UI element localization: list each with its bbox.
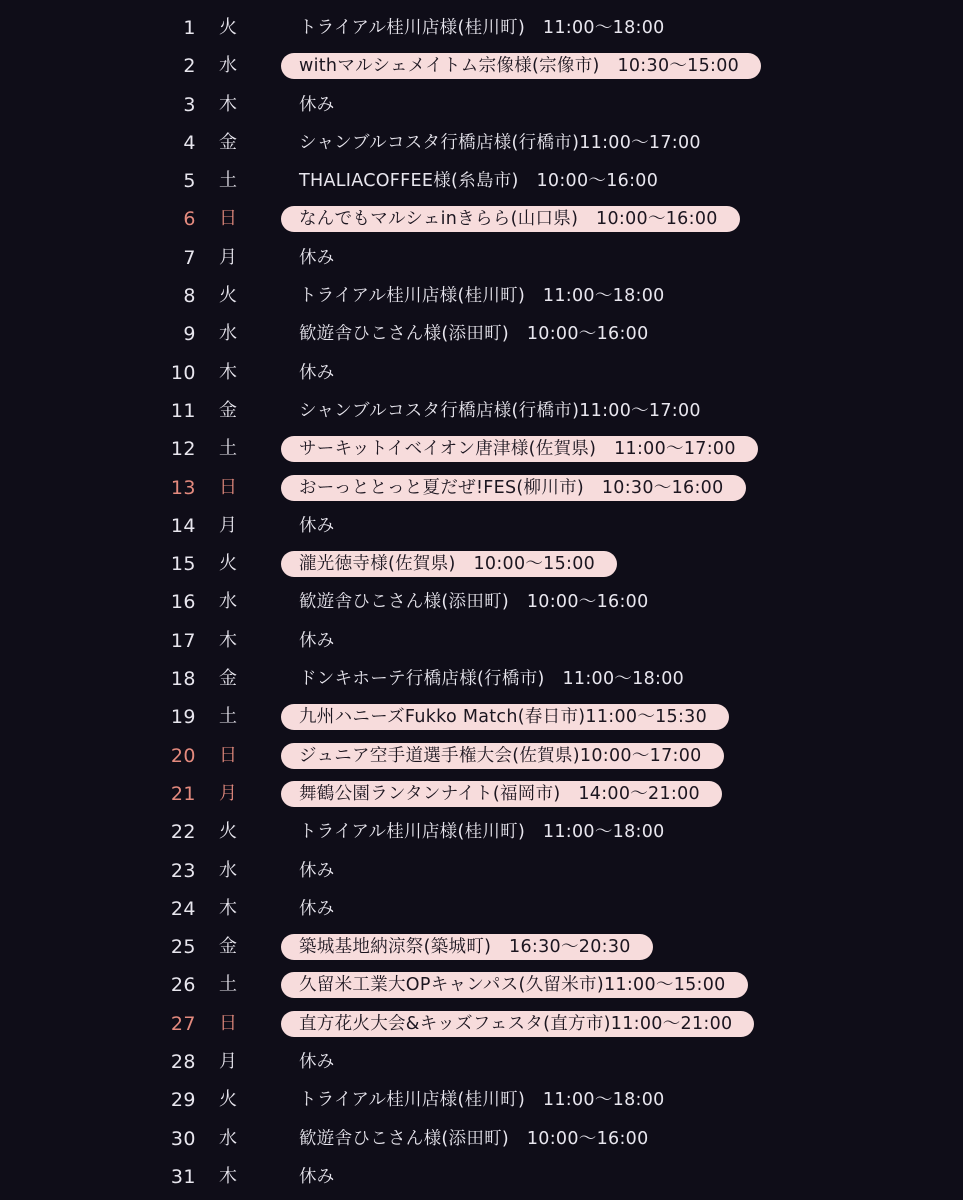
schedule-row: [0, 660, 963, 698]
event-label: トライアル桂川店様(桂川町) 11:00〜18:00: [299, 286, 665, 307]
event-label: THALIACOFFEE様(糸島市) 10:00〜16:00: [299, 171, 659, 192]
weekday-label: 火: [219, 17, 237, 38]
day-number: 10: [170, 361, 196, 384]
day-number: 25: [170, 936, 196, 959]
day-number: 22: [170, 821, 196, 844]
day-number: 6: [183, 208, 196, 231]
event-label-highlighted: 九州ハニーズFukko Match(春日市)11:00〜15:30: [281, 704, 729, 730]
day-number: 12: [170, 438, 196, 461]
event-label: ドンキホーテ行橋店様(行橋市) 11:00〜18:00: [299, 669, 685, 690]
event-label: 歓遊舎ひこさん様(添田町) 10:00〜16:00: [299, 1128, 649, 1149]
schedule-row: [0, 469, 963, 507]
schedule-row: [0, 737, 963, 775]
schedule-row: [0, 1120, 963, 1158]
event-label: 休み: [299, 362, 335, 383]
event-label: 休み: [299, 630, 335, 651]
weekday-label: 木: [219, 897, 237, 919]
event-label: 休み: [299, 1166, 335, 1187]
weekday-label: 日: [219, 1012, 237, 1034]
day-number: 16: [170, 591, 196, 614]
schedule-row: [0, 775, 963, 813]
event-label-highlighted: サーキットイベイオン唐津様(佐賀県) 11:00〜17:00: [281, 436, 758, 462]
weekday-label: 土: [219, 974, 237, 996]
schedule-row: [0, 1043, 963, 1081]
day-number: 21: [170, 782, 196, 805]
schedule-row: [0, 507, 963, 545]
event-label-highlighted: 舞鶴公園ランタンナイト(福岡市) 14:00〜21:00: [281, 781, 722, 807]
event-label: 休み: [299, 515, 335, 536]
day-number: 17: [170, 629, 196, 652]
event-label-highlighted: 直方花火大会&キッズフェスタ(直方市)11:00〜21:00: [281, 1011, 754, 1037]
day-number: 2: [183, 55, 196, 78]
event-label: 休み: [299, 1052, 335, 1073]
weekday-label: 水: [219, 323, 237, 345]
event-label: トライアル桂川店様(桂川町) 11:00〜18:00: [299, 822, 665, 843]
schedule-row: [0, 47, 963, 85]
event-label-highlighted: 築城基地納涼祭(築城町) 16:30〜20:30: [281, 934, 653, 960]
schedule-row: [0, 124, 963, 162]
weekday-label: 日: [219, 744, 237, 766]
weekday-label: 金: [219, 131, 237, 153]
day-number: 15: [170, 553, 196, 576]
schedule-row: [0, 545, 963, 583]
schedule-row: [0, 1005, 963, 1043]
event-label: トライアル桂川店様(桂川町) 11:00〜18:00: [299, 1090, 665, 1111]
weekday-label: 金: [219, 399, 237, 421]
day-number: 5: [183, 170, 196, 193]
day-number: 31: [170, 1165, 196, 1188]
day-number: 11: [170, 399, 196, 422]
event-label: 歓遊舎ひこさん様(添田町) 10:00〜16:00: [299, 592, 649, 613]
event-label-highlighted: withマルシェメイトム宗像様(宗像市) 10:30〜15:00: [281, 53, 761, 79]
schedule-row: [0, 852, 963, 890]
weekday-label: 土: [219, 438, 237, 460]
schedule-row: [0, 277, 963, 315]
day-number: 30: [170, 1127, 196, 1150]
schedule-row: [0, 9, 963, 47]
schedule-row: [0, 239, 963, 277]
weekday-label: 火: [219, 285, 237, 307]
day-number: 26: [170, 974, 196, 997]
event-label: 休み: [299, 860, 335, 881]
weekday-label: 月: [219, 246, 237, 268]
schedule-row: [0, 200, 963, 238]
weekday-label: 土: [219, 706, 237, 728]
day-number: 19: [170, 706, 196, 729]
weekday-label: 土: [219, 170, 237, 192]
schedule-row: [0, 315, 963, 353]
schedule-row: [0, 622, 963, 660]
event-label: シャンブルコスタ行橋店様(行橋市)11:00〜17:00: [299, 400, 701, 421]
day-number: 29: [170, 1089, 196, 1112]
schedule-row: [0, 966, 963, 1004]
schedule-row: [0, 162, 963, 200]
day-number: 14: [170, 514, 196, 537]
schedule-row: [0, 928, 963, 966]
day-number: 18: [170, 668, 196, 691]
weekday-label: 火: [219, 1089, 237, 1111]
day-number: 8: [183, 285, 196, 308]
weekday-label: 火: [219, 821, 237, 843]
day-number: 27: [170, 1012, 196, 1035]
schedule-row: [0, 890, 963, 928]
weekday-label: 金: [219, 668, 237, 690]
schedule-row: [0, 698, 963, 736]
day-number: 4: [183, 131, 196, 154]
event-label-highlighted: なんでもマルシェinきらら(山口県) 10:00〜16:00: [281, 206, 740, 232]
event-label-highlighted: 瀧光徳寺様(佐賀県) 10:00〜15:00: [281, 551, 617, 577]
weekday-label: 水: [219, 591, 237, 613]
day-number: 7: [183, 246, 196, 269]
event-label: 休み: [299, 898, 335, 919]
weekday-label: 木: [219, 1165, 237, 1187]
weekday-label: 水: [219, 1127, 237, 1149]
schedule-row: [0, 430, 963, 468]
event-label: トライアル桂川店様(桂川町) 11:00〜18:00: [299, 18, 665, 38]
event-label: 歓遊舎ひこさん様(添田町) 10:00〜16:00: [299, 324, 649, 345]
weekday-label: 月: [219, 782, 237, 804]
schedule-row: [0, 354, 963, 392]
weekday-label: 木: [219, 93, 237, 115]
weekday-label: 月: [219, 514, 237, 536]
schedule-list: [0, 9, 963, 1200]
schedule-row: [0, 583, 963, 621]
weekday-label: 木: [219, 361, 237, 383]
day-number: 3: [183, 93, 196, 116]
weekday-label: 月: [219, 1051, 237, 1073]
day-number: 23: [170, 859, 196, 882]
event-label-highlighted: 久留米工業大OPキャンパス(久留米市)11:00〜15:00: [281, 972, 748, 998]
day-number: 13: [170, 476, 196, 499]
event-label: 休み: [299, 94, 335, 115]
day-number: 28: [170, 1051, 196, 1074]
schedule-row: [0, 86, 963, 124]
day-number: 1: [183, 17, 196, 39]
weekday-label: 水: [219, 55, 237, 77]
day-number: 20: [170, 744, 196, 767]
weekday-label: 木: [219, 629, 237, 651]
event-label-highlighted: ジュニア空手道選手権大会(佐賀県)10:00〜17:00: [281, 743, 724, 769]
schedule-row: [0, 1081, 963, 1119]
schedule-row: [0, 392, 963, 430]
event-label: シャンブルコスタ行橋店様(行橋市)11:00〜17:00: [299, 132, 701, 153]
event-label: 休み: [299, 247, 335, 268]
day-number: 9: [183, 323, 196, 346]
weekday-label: 水: [219, 859, 237, 881]
weekday-label: 日: [219, 208, 237, 230]
schedule-row: [0, 813, 963, 851]
event-label-highlighted: おーっととっと夏だぜ!FES(柳川市) 10:30〜16:00: [281, 475, 746, 501]
schedule-row: [0, 1158, 963, 1196]
day-number: 24: [170, 897, 196, 920]
weekday-label: 火: [219, 553, 237, 575]
weekday-label: 日: [219, 476, 237, 498]
weekday-label: 金: [219, 936, 237, 958]
